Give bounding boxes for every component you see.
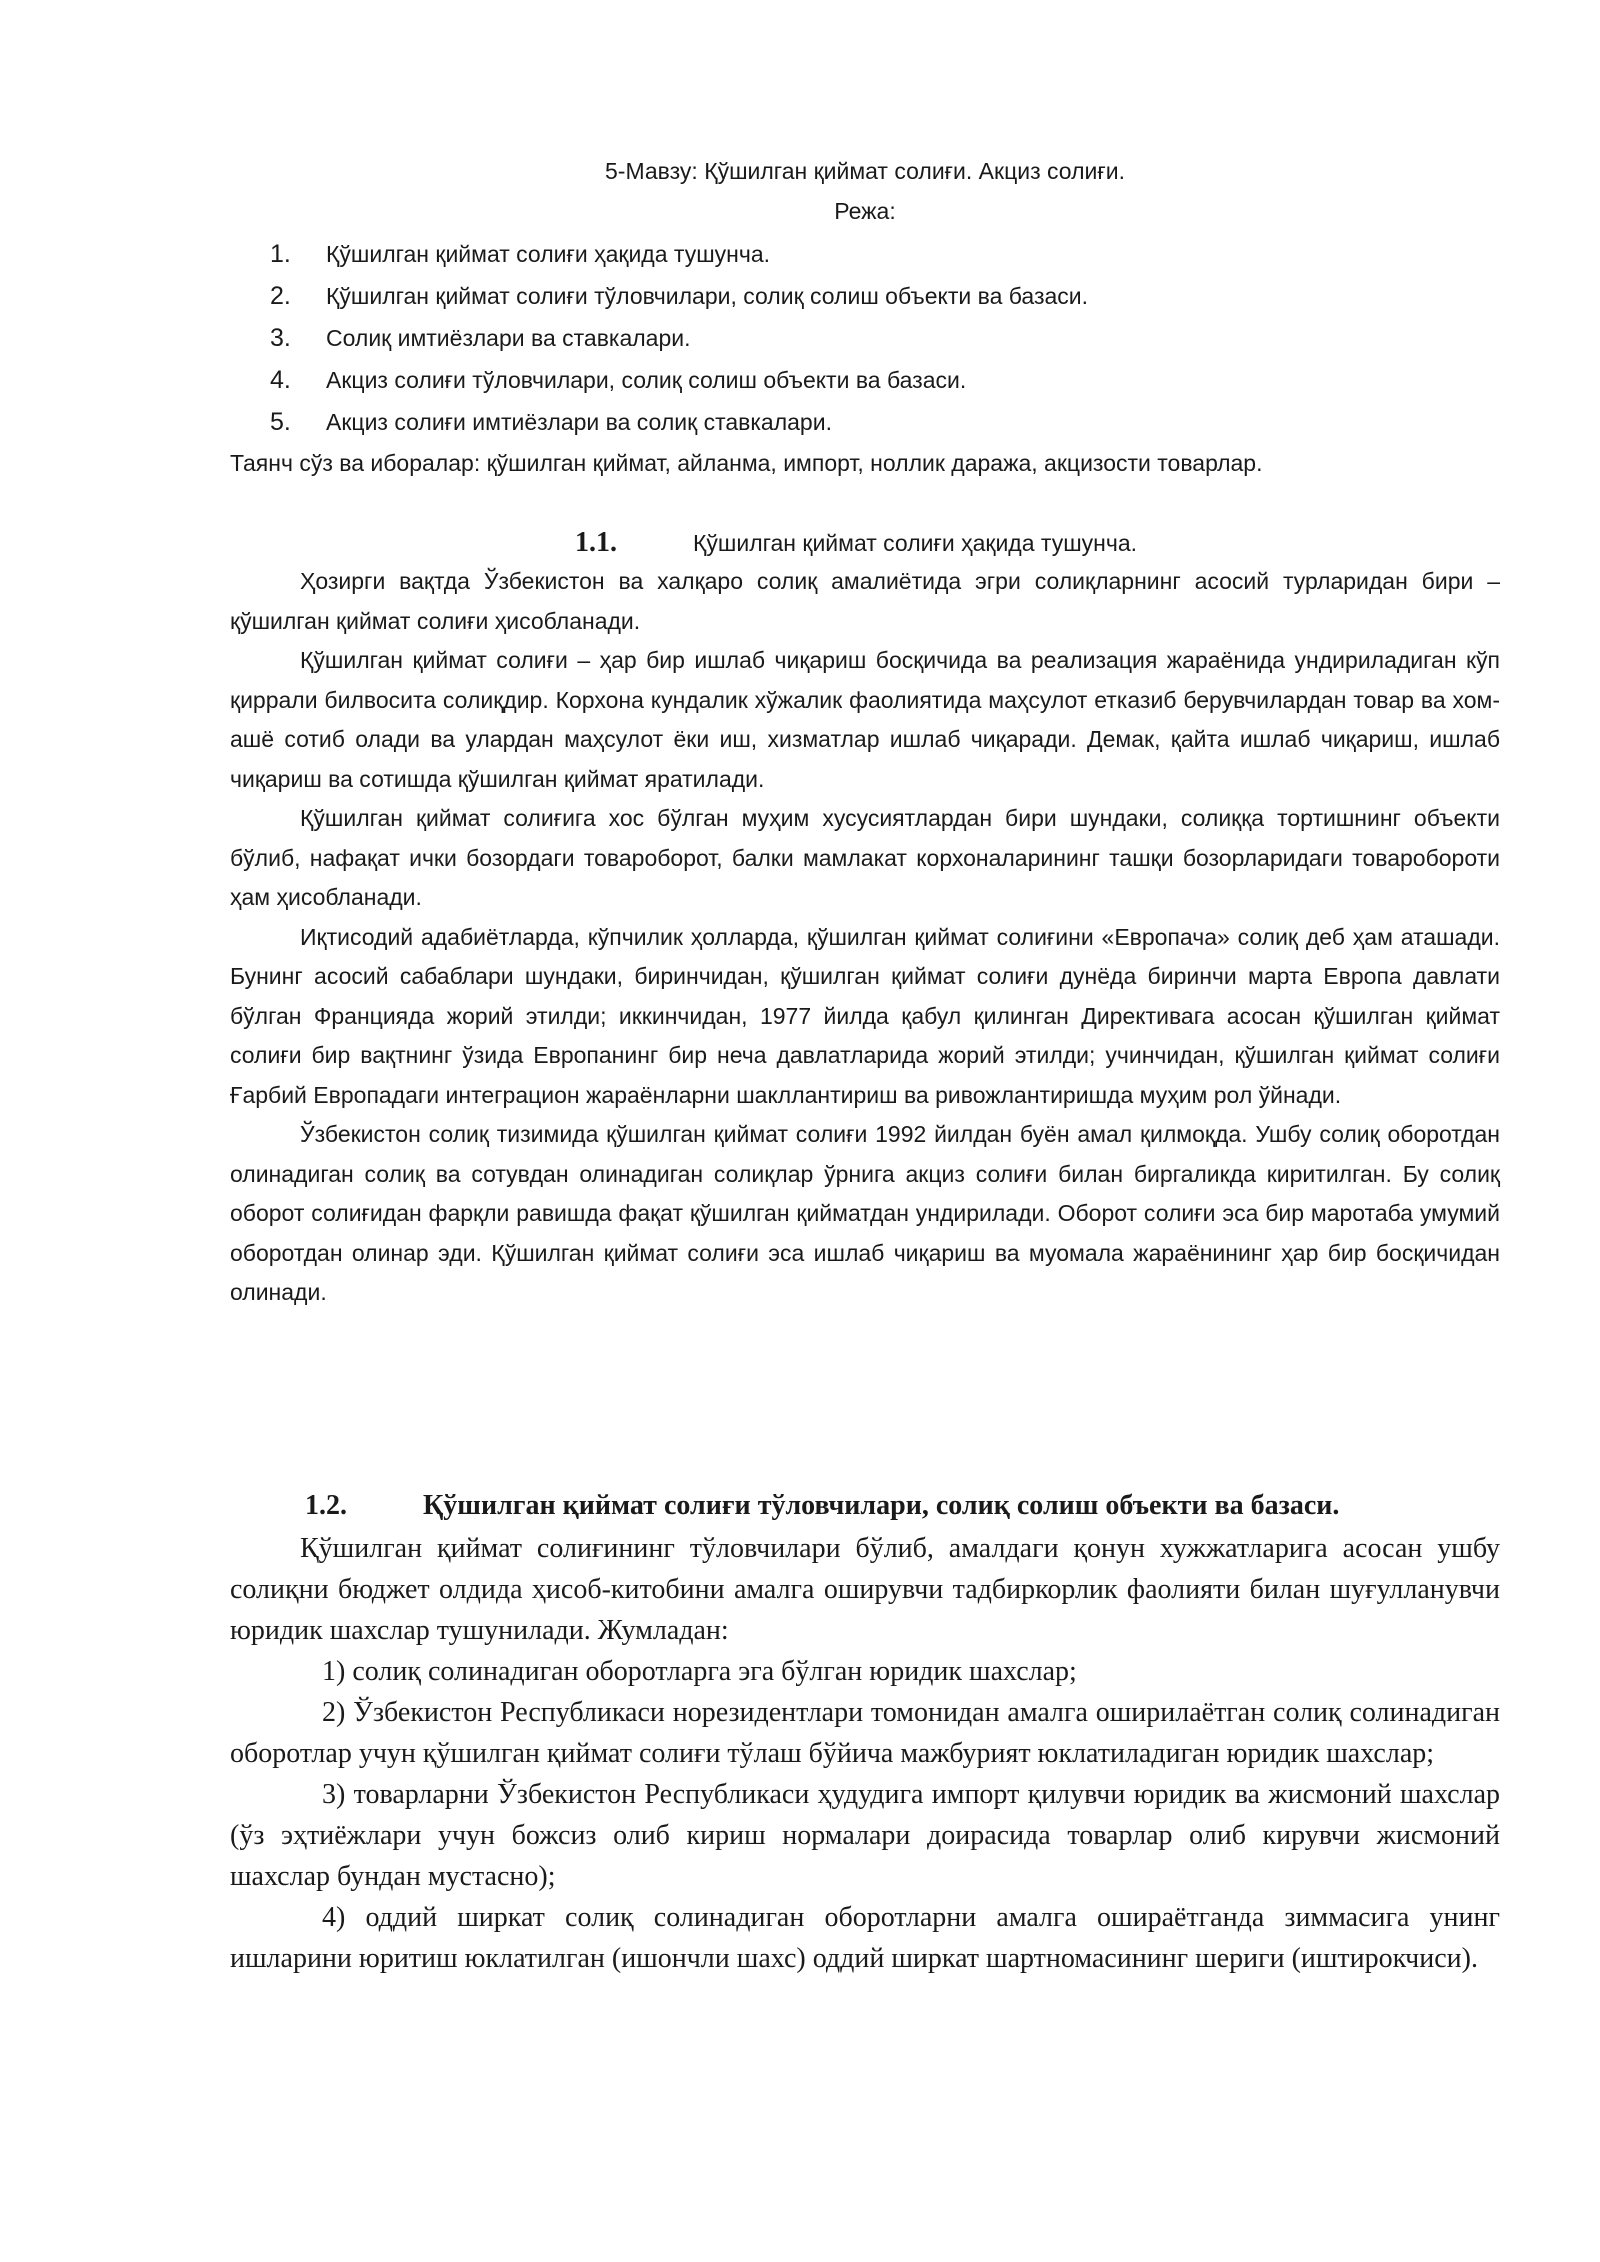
plan-item-number: 2. — [270, 282, 291, 310]
plan-item-text: Солиқ имтиёзлари ва ставкалари. — [326, 325, 691, 351]
section-2-title: Қўшилган қиймат солиғи тўловчилари, солиқ солиш объекти ва базаси. — [423, 1490, 1340, 1521]
plan-item-number: 5. — [270, 408, 291, 436]
plan-item — [270, 401, 1500, 443]
plan-item-text: Акциз солиғи имтиёзлари ва солиқ ставкалари. — [326, 409, 832, 435]
section-1-number: 1.1. — [575, 527, 617, 558]
keywords-line: Таянч сўз ва иборалар: қўшилган қиймат, айланма, импорт, ноллик даража, акцизости товарлар. — [230, 450, 1263, 476]
paragraph: Ўзбекистон солиқ тизимида қўшилган қиймат солиғи 1992 йилдан буён амал қилмоқда. Ушбу солиқ оборотдан олинадиган солиқ ва сотувдан олинадиган солиқлар ўрнига акциз солиғи билан биргаликда киритилган. Бу солиқ оборот солиғидан фарқли равишда фақат қўшилган қийматдан ундирилади. Оборот солиғи эса бир маротаба умумий оборотдан олинар эди. Қўшилган қиймат солиғи эса ишлаб чиқариш ва муомала жараёнининг ҳар бир босқичидан олинади. — [230, 1121, 1500, 1305]
plan-item-number: 1. — [270, 240, 291, 268]
section-1-body — [230, 562, 1500, 1313]
plan-item-number: 4. — [270, 366, 291, 394]
section-1-title: Қўшилган қиймат солиғи ҳақида тушунча. — [693, 530, 1138, 556]
section-1-heading — [575, 524, 1137, 562]
section-2-number: 1.2. — [305, 1490, 347, 1521]
list-item: 1) солиқ солинадиган оборотларга эга бўлган юридик шахслар; — [322, 1656, 1077, 1687]
plan-item — [270, 233, 1500, 275]
list-item: 2) Ўзбекистон Республикаси норезидентлари томонидан амалга оширилаётган солиқ солинадиган оборотлар учун қўшилган қиймат солиғи тўлаш бўйича мажбурият юклатиладиган юридик шахслар; — [230, 1697, 1500, 1769]
plan-item-text: Қўшилган қиймат солиғи ҳақида тушунча. — [326, 241, 771, 267]
list-item: 4) оддий ширкат солиқ солинадиган оборотларни амалга ошираётганда зиммасига унинг ишларини юритиш юклатилган (ишончли шахс) оддий ширкат шартномасининг шериги (иштирокчиси). — [230, 1902, 1500, 1974]
paragraph: Қўшилган қиймат солиғи – ҳар бир ишлаб чиқариш босқичида ва реализация жараёнида ундириладиган кўп қиррали билвосита солиқдир. Корхона кундалик хўжалик фаолиятида маҳсулот етказиб берувчилардан товар ва хом-ашё сотиб олади ва улардан маҳсулот ёки иш, хизматлар ишлаб чиқаради. Демак, қайта ишлаб чиқариш, ишлаб чиқариш ва сотишда қўшилган қиймат яратилади. — [230, 647, 1500, 792]
paragraph: Қўшилган қиймат солиғининг тўловчилари бўлиб, амалдаги қонун хужжатларига асосан ушбу солиқни бюджет олдида ҳисоб-китобини амалга оширувчи тадбиркорлик фаолияти билан шуғулланувчи юридик шахслар тушунилади. Жумладан: — [230, 1533, 1500, 1646]
paragraph: Иқтисодий адабиётларда, кўпчилик ҳолларда, қўшилган қиймат солиғини «Европача» солиқ деб ҳам аташади. Бунинг асосий сабаблари шундаки, биринчидан, қўшилган қиймат солиғи дунёда биринчи марта Европа давлати бўлган Францияда жорий этилди; иккинчидан, 1977 йилда қабул қилинган Директивага асосан қўшилган қиймат солиғи бир вақтнинг ўзида Европанинг бир неча давлатларида жорий этилди; учинчидан, қўшилган қиймат солиғи Ғарбий Европадаги интеграцион жараёнларни шакллантириш ва ривожлантиришда муҳим рол ўйнади. — [230, 923, 1500, 1108]
plan-item — [270, 359, 1500, 401]
section-2-heading — [305, 1484, 1339, 1528]
paragraph: Ҳозирги вақтда Ўзбекистон ва халқаро солиқ амалиётида эгри солиқларнинг асосий турларидан бири – қўшилган қиймат солиғи ҳисобланади. — [230, 568, 1500, 634]
plan-item — [270, 275, 1500, 317]
plan-item-text: Қўшилган қиймат солиғи тўловчилари, солиқ солиш объекти ва базаси. — [326, 283, 1089, 309]
plan-item-text: Акциз солиғи тўловчилари, солиқ солиш объекти ва базаси. — [326, 367, 967, 393]
plan-list — [270, 233, 1500, 443]
plan-item — [270, 317, 1500, 359]
page-title: 5-Мавзу: Қўшилган қиймат солиғи. Акциз солиғи. — [605, 158, 1125, 184]
section-2-body — [230, 1528, 1500, 1979]
list-item: 3) товарларни Ўзбекистон Республикаси ҳудудига импорт қилувчи юридик ва жисмоний шахслар (ўз эҳтиёжлари учун божсиз олиб кириш нормалари доирасида товарлар олиб кирувчи жисмоний шахслар бундан мустасно); — [230, 1779, 1500, 1892]
paragraph: Қўшилган қиймат солиғига хос бўлган муҳим хусусиятлардан бири шундаки, солиққа тортишнинг объекти бўлиб, нафақат ички бозордаги товароборот, балки мамлакат корхоналарининг ташқи бозорларидаги товаробороти ҳам ҳисобланади. — [230, 805, 1500, 910]
plan-label: Режа: — [834, 198, 896, 224]
plan-item-number: 3. — [270, 324, 291, 352]
